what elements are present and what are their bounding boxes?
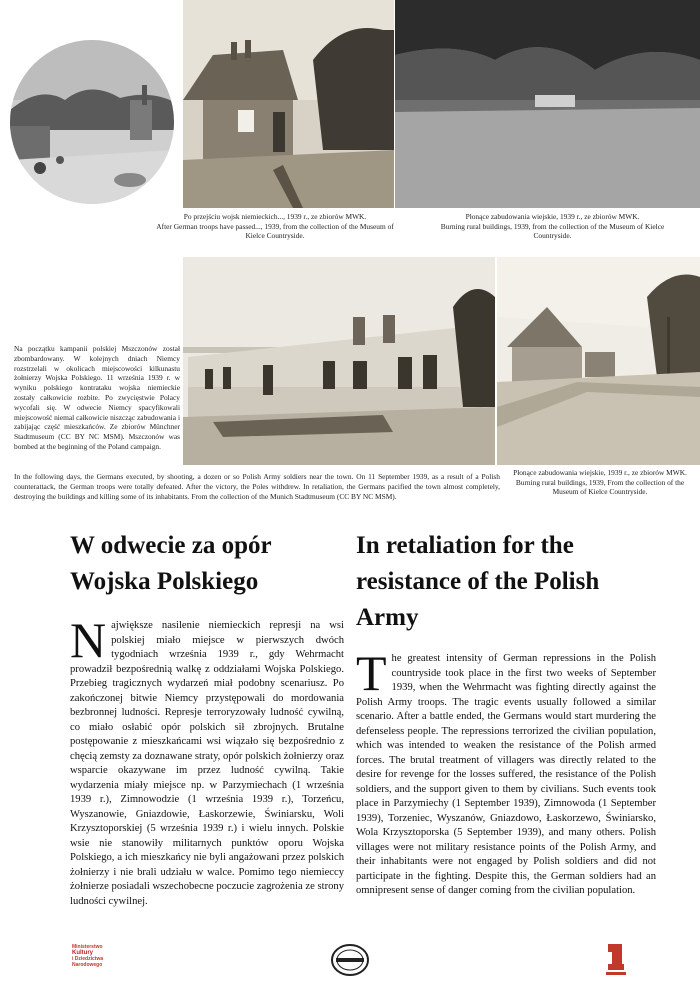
side-description-en-block [14, 472, 500, 501]
caption-top-right-pl: Płonące zabudowania wiejskie, 1939 r., ze zbiorów MWK. [465, 212, 640, 221]
side-description-pl: Na początku kampanii polskiej Mszczonów został zbombardowany. W kolejnych dniach Niemcy rozstrzelali w okolicach miejscowości kilkunastu żołnierzy Wojska Polskiego. 11 września 1939 r. w wyniku polskiego kontrataku wojska niemieckie zostały całkowicie rozbite. Po zwycięstwie Polacy wycofali się. W odwecie Niemcy spacyfikowali miejscowość niemal całkowicie niszcząc zabudowania i zabijając część mieszkańców. Ze zbiorów Münchner Stadtmuseum (CC BY NC MSM). Mszczonów was bombed at the beginning of the Poland campaign. [14, 344, 180, 451]
photo-village-street [497, 257, 700, 465]
museum-seal-logo [330, 943, 370, 977]
caption-middle-right-pl: Płonące zabudowania wiejskie, 1939 r., ze zbiorów MWK. [513, 468, 687, 477]
museum-red-logo [604, 942, 628, 978]
en-body [356, 645, 656, 899]
photo-burning-village-smoke [395, 0, 700, 208]
ministry-logo-line1: Ministerstwo [72, 944, 103, 950]
en-body-text: he greatest intensity of German repressions in the Polish countryside took place in the first two weeks of September 1939, when the Wehrmacht was fighting directly against the Polish Army troops. The tragic events usually followed a similar scenario. After a battle ended, the Germans would start murdering the defenseless people. The repressions terrorized the civilian population, which was intended to weaken the resistance of the Polish armed forces. The brutal treatment of villagers was directly related to the desire for revenge for the losses suffered, the resistance of the Polish soldiers, and the support given to them by civilians. Such events took place in Parzymiechy (1 September 1939), Zimnowoda (1 September 1939), Torzeniec, Wyszanów, Gniazdowo, Łaskorzewo, Świniarsko, Wola Krzysztoporska (5 September 1939), and many others. Polish villages were not military resistance points of the Polish Army, and their inhabitants were not engaged by Polish soldiers and did not participate in the fighting. Despite this, the German soldiers had an omnipresent sense of danger coming from the civilian population. [356, 653, 656, 896]
en-title: In retaliation for the resistance of the Polish Army [356, 532, 600, 631]
caption-top-right [430, 212, 675, 241]
pl-body [70, 612, 344, 909]
photo-circle-village-ruins [10, 40, 174, 204]
pl-title-block [70, 528, 340, 600]
ministry-logo-line4: Narodowego [72, 962, 103, 968]
en-title-block [356, 528, 656, 636]
caption-middle-right [505, 468, 695, 497]
ministry-logo [72, 944, 132, 968]
side-description [14, 344, 180, 452]
pl-body-text: ajwiększe nasilenie niemieckich represji na wsi polskiej miało miejsce w pierwszych dwóch tygodniach września 1939 r., gdy Wehrmacht prowadził bezpośrednią walkę z oddziałami Wojska Polskiego. Przebieg tragicznych wydarzeń miał podobny scenariusz. Po zakończonej bitwie Niemcy przystępowali do mordowania bezbronnej ludności. Represje terroryzowały ludność cywilną, co miało osłabić opór polskich sił zbrojnych. Brutalne postępowanie z mieszkańcami wsi wiązało się bezpośrednio z chęcią zemsty za doznawane straty, opór polskich żołnierzy oraz wsparcie okazywane im przez ludność cywilną. Takie wydarzenia miały miejsce np. w Parzymiechach (1 września 1939 r.), Zimnowodzie (1 września 1939 r.), Torzeńcu, Wyszanowie, Gniazdowie, Łaskorzewie, Świniarsku, Woli Krzysztoporskiej (5 września 1939 r.) i wielu innych. Polskie wsie nie stanowiły militarnych punktów oporu Wojska Polskiego, a ich mieszkańcy nie byli angażowani przez polskich żołnierzy i nie brali udziału w walce. Pomimo tego niemieccy żołnierze posiadali wszechobecne poczucie zagrożenia ze strony ludności cywilnej. [70, 620, 344, 907]
pl-title: W odwecie za opór Wojska Polskiego [70, 532, 272, 595]
ministry-logo-line3: i Dziedzictwa [72, 956, 104, 962]
caption-top-left [150, 212, 400, 241]
photo-burnt-house [183, 0, 394, 208]
caption-top-right-en: Burning rural buildings, 1939, from the collection of the Museum of Kielce Countryside. [440, 221, 665, 241]
caption-top-left-pl: Po przejściu wojsk niemieckich..., 1939 r., ze zbiorów MWK. [183, 212, 367, 221]
side-description-en: In the following days, the Germans executed, by shooting, a dozen or so Polish Army soldiers near the town. On 11 September 1939, as a result of a Polish counterattack, the German troops were totally defeated. After the victory, the Poles withdrew. In retaliation, the Germans pacified the town almost completely, destroying the buildings and killing some of its inhabitants. From the collection of the Munich Stadtmuseum (CC BY NC MSM). [14, 472, 500, 501]
caption-top-left-en: After German troops have passed..., 1939, from the collection of the Museum of Kielce Countryside. [156, 221, 394, 241]
pl-dropcap: N [70, 612, 107, 668]
photo-burnt-long-building [183, 257, 495, 465]
en-dropcap: T [356, 645, 387, 701]
caption-middle-right-en: Burning rural buildings, 1939, From the collection of the Museum of Kielce Countryside. [515, 477, 685, 497]
ministry-logo-line2: Kultury [72, 950, 93, 956]
